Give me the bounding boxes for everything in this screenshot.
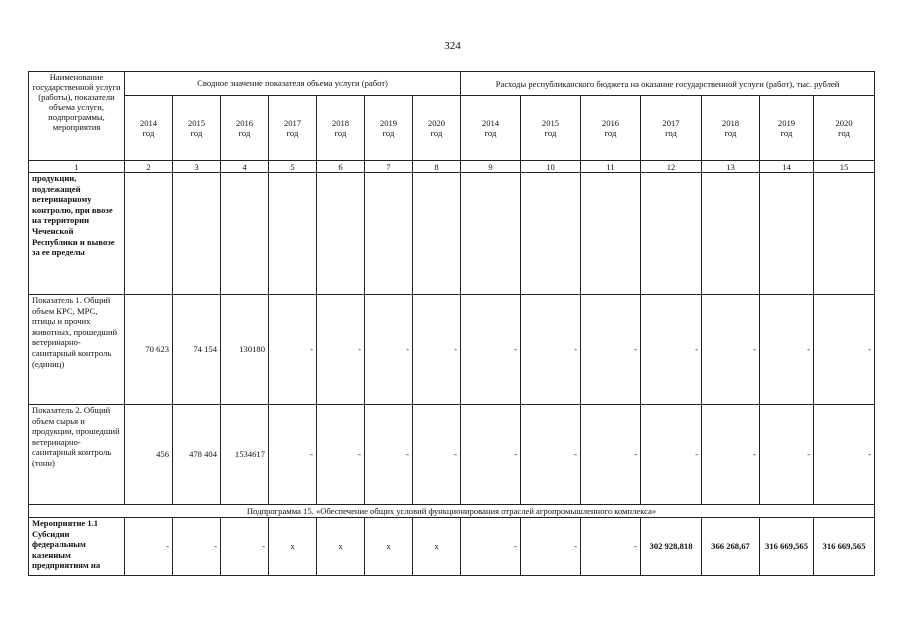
row-value: - xyxy=(521,405,581,505)
year-word: год xyxy=(604,128,617,139)
row-value: - xyxy=(317,405,365,505)
row-value: - xyxy=(641,405,702,505)
row-value: - xyxy=(269,405,317,505)
column-number: 15 xyxy=(814,161,875,173)
row-value xyxy=(461,173,521,295)
year-label: 2014 xyxy=(139,117,158,128)
event-row xyxy=(29,518,875,576)
year-word: год xyxy=(190,128,203,139)
row-value: - xyxy=(317,295,365,405)
table-row xyxy=(29,295,875,405)
volume-group-header: Сводное значение показателя объема услуги (работ) xyxy=(125,72,461,96)
budget-year-header xyxy=(461,96,521,161)
year-label: 2017 xyxy=(662,117,680,128)
year-label: 2018 xyxy=(721,117,740,128)
event-value: 366 268,67 xyxy=(702,518,760,576)
row-value: - xyxy=(581,295,641,405)
year-word: год xyxy=(430,128,443,139)
column-number: 11 xyxy=(581,161,641,173)
year-label: 2018 xyxy=(331,117,350,128)
event-value: - xyxy=(581,518,641,576)
year-label: 2015 xyxy=(187,117,206,128)
row-value: - xyxy=(365,405,413,505)
year-word: год xyxy=(724,128,737,139)
column-number: 5 xyxy=(269,161,317,173)
event-value: 316 669,565 xyxy=(814,518,875,576)
row-name: продукции, подлежащей ветеринарному контролю, при ввозе на территории Чеченской Республики и вывозе за ее пределы xyxy=(29,173,125,295)
row-value xyxy=(173,173,221,295)
row-value: - xyxy=(814,405,875,505)
event-value: x xyxy=(413,518,461,576)
year-label: 2014 xyxy=(481,117,500,128)
volume-year-header xyxy=(317,96,365,161)
budget-group-header: Расходы республиканского бюджета на оказание государственной услуги (работ), тыс. рублей xyxy=(461,72,875,96)
year-word: год xyxy=(780,128,793,139)
event-value: x xyxy=(317,518,365,576)
table-row xyxy=(29,173,875,295)
row-name: Показатель 1. Общий объем КРС, МРС, птицы и прочих животных, прошедший ветеринарно-санитарный контроль (единиц) xyxy=(29,295,125,405)
row-value: - xyxy=(269,295,317,405)
event-value: - xyxy=(125,518,173,576)
header-row-years xyxy=(29,96,875,161)
column-number: 2 xyxy=(125,161,173,173)
year-label: 2016 xyxy=(601,117,620,128)
row-value: - xyxy=(521,295,581,405)
column-number: 6 xyxy=(317,161,365,173)
year-label: 2016 xyxy=(235,117,254,128)
year-word: год xyxy=(142,128,155,139)
event-name: Мероприятие 1.1 Субсидии федеральным казенным предприятиям на xyxy=(29,518,125,576)
row-value xyxy=(521,173,581,295)
row-value: - xyxy=(760,295,814,405)
column-number: 7 xyxy=(365,161,413,173)
table-row xyxy=(29,405,875,505)
event-value: - xyxy=(221,518,269,576)
volume-year-header xyxy=(125,96,173,161)
budget-year-header xyxy=(702,96,760,161)
column-number: 10 xyxy=(521,161,581,173)
budget-year-header xyxy=(521,96,581,161)
column-number: 1 xyxy=(29,161,125,173)
row-value: - xyxy=(641,295,702,405)
row-value xyxy=(581,173,641,295)
row-value: 70 623 xyxy=(125,295,173,405)
row-value: 1534617 xyxy=(221,405,269,505)
row-value: - xyxy=(365,295,413,405)
row-value xyxy=(814,173,875,295)
row-value xyxy=(702,173,760,295)
budget-table xyxy=(28,71,875,576)
year-label: 2020 xyxy=(835,117,853,128)
row-value: 456 xyxy=(125,405,173,505)
name-column-header: Наименование государственной услуги (работы), показатели объема услуги, подпрограммы, мероприятия xyxy=(29,72,125,161)
row-value: 74 154 xyxy=(173,295,221,405)
year-word: год xyxy=(838,128,850,139)
event-value: x xyxy=(365,518,413,576)
row-value xyxy=(221,173,269,295)
event-value: - xyxy=(521,518,581,576)
column-number: 12 xyxy=(641,161,702,173)
budget-year-header xyxy=(581,96,641,161)
row-value xyxy=(641,173,702,295)
year-word: год xyxy=(484,128,497,139)
row-value: - xyxy=(760,405,814,505)
year-label: 2015 xyxy=(541,117,560,128)
volume-year-header xyxy=(413,96,461,161)
row-value xyxy=(269,173,317,295)
column-number: 3 xyxy=(173,161,221,173)
year-word: год xyxy=(665,128,677,139)
budget-year-header xyxy=(641,96,702,161)
event-value: x xyxy=(269,518,317,576)
row-value: 130180 xyxy=(221,295,269,405)
row-value xyxy=(365,173,413,295)
row-value: - xyxy=(461,405,521,505)
subprogram-title: Подпрограмма 15. «Обеспечение общих условий функционирования отраслей агропромышленного комплекса» xyxy=(29,505,875,518)
row-name: Показатель 2. Общий объем сырья и продукции, прошедший ветеринарно-санитарный контроль (тонн) xyxy=(29,405,125,505)
volume-year-header xyxy=(173,96,221,161)
budget-year-header xyxy=(760,96,814,161)
row-value: - xyxy=(581,405,641,505)
volume-year-header xyxy=(365,96,413,161)
page-number: 324 xyxy=(444,40,461,52)
header-row-1 xyxy=(29,72,875,96)
column-number: 9 xyxy=(461,161,521,173)
year-word: год xyxy=(286,128,299,139)
column-number: 8 xyxy=(413,161,461,173)
volume-year-header xyxy=(269,96,317,161)
column-number: 13 xyxy=(702,161,760,173)
budget-year-header xyxy=(814,96,875,161)
column-number: 14 xyxy=(760,161,814,173)
row-value xyxy=(413,173,461,295)
row-value: - xyxy=(702,405,760,505)
year-word: год xyxy=(382,128,395,139)
event-value: - xyxy=(461,518,521,576)
year-label: 2019 xyxy=(379,117,398,128)
event-value: - xyxy=(173,518,221,576)
row-value: 478 404 xyxy=(173,405,221,505)
event-value: 302 928,818 xyxy=(641,518,702,576)
row-value xyxy=(760,173,814,295)
event-value: 316 669,565 xyxy=(760,518,814,576)
row-value: - xyxy=(702,295,760,405)
year-word: год xyxy=(238,128,251,139)
volume-year-header xyxy=(221,96,269,161)
row-value xyxy=(125,173,173,295)
subprogram-row xyxy=(29,505,875,518)
row-value: - xyxy=(814,295,875,405)
year-label: 2019 xyxy=(777,117,796,128)
year-word: год xyxy=(334,128,347,139)
year-label: 2020 xyxy=(427,117,446,128)
row-value: - xyxy=(413,405,461,505)
column-number: 4 xyxy=(221,161,269,173)
column-number-row xyxy=(29,161,875,173)
year-label: 2017 xyxy=(283,117,302,128)
year-word: год xyxy=(544,128,557,139)
row-value: - xyxy=(461,295,521,405)
row-value: - xyxy=(413,295,461,405)
row-value xyxy=(317,173,365,295)
